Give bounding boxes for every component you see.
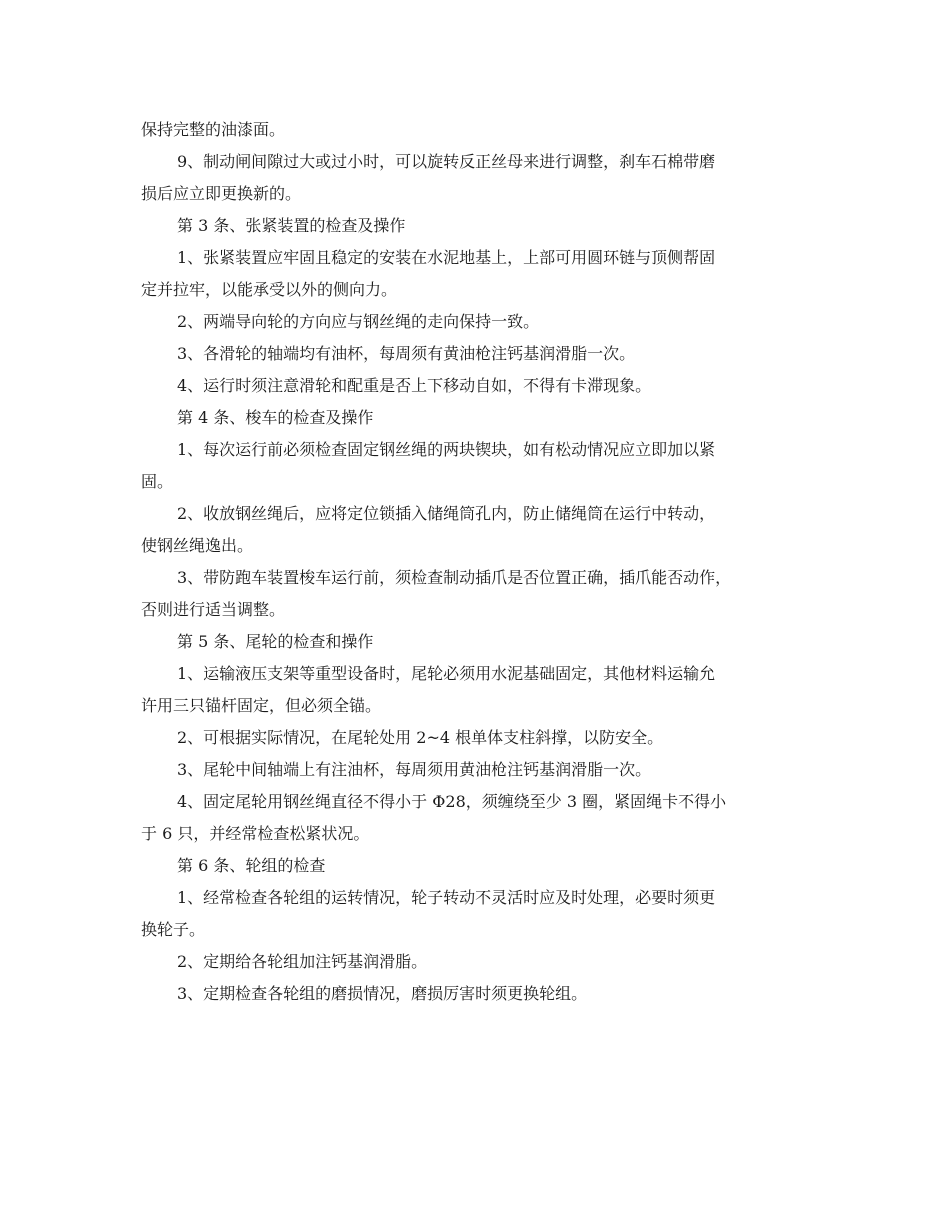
- text-line: 2、可根据实际情况，在尾轮处用 2~4 根单体支柱斜撑，以防安全。: [177, 728, 664, 747]
- text-line: 于 6 只，并经常检查松紧状况。: [141, 824, 370, 843]
- text-line: 4、运行时须注意滑轮和配重是否上下移动自如，不得有卡滞现象。: [177, 376, 652, 395]
- text-line: 2、两端导向轮的方向应与钢丝绳的走向保持一致。: [177, 312, 540, 331]
- text-line: 1、运输液压支架等重型设备时，尾轮必须用水泥基础固定，其他材料运输允: [177, 664, 716, 683]
- text-line: 定并拉牢，以能承受以外的侧向力。: [141, 280, 398, 299]
- text-line: 3、带防跑车装置梭车运行前，须检查制动插爪是否位置正确，插爪能否动作，: [177, 568, 732, 587]
- text-line: 2、收放钢丝绳后，应将定位锁插入储绳筒孔内，防止储绳筒在运行中转动，: [177, 504, 716, 523]
- text-line: 9、制动闸间隙过大或过小时，可以旋转反正丝母来进行调整，刹车石棉带磨: [177, 152, 716, 171]
- text-line: 1、每次运行前必须检查固定钢丝绳的两块锲块，如有松动情况应立即加以紧: [177, 440, 716, 459]
- section-heading: 第 6 条、轮组的检查: [177, 856, 326, 875]
- text-line: 许用三只锚杆固定，但必须全锚。: [141, 696, 382, 715]
- text-line: 保持完整的油漆面。: [141, 120, 286, 139]
- text-line: 4、固定尾轮用钢丝绳直径不得小于 Φ28，须缠绕至少 3 圈，紧固绳卡不得小: [177, 792, 727, 811]
- text-line: 3、尾轮中间轴端上有注油杯，每周须用黄油枪注钙基润滑脂一次。: [177, 760, 652, 779]
- section-heading: 第 3 条、张紧装置的检查及操作: [177, 216, 406, 235]
- text-line: 换轮子。: [141, 920, 206, 939]
- text-line: 3、各滑轮的轴端均有油杯，每周须有黄油枪注钙基润滑脂一次。: [177, 344, 636, 363]
- text-line: 2、定期给各轮组加注钙基润滑脂。: [177, 952, 428, 971]
- text-line: 3、定期检查各轮组的磨损情况，磨损厉害时须更换轮组。: [177, 984, 588, 1003]
- section-heading: 第 4 条、梭车的检查及操作: [177, 408, 374, 427]
- document-body: [141, 114, 813, 1010]
- section-heading: 第 5 条、尾轮的检查和操作: [177, 632, 374, 651]
- text-line: 1、张紧装置应牢固且稳定的安装在水泥地基上，上部可用圆环链与顶侧帮固: [177, 248, 716, 267]
- text-line: 1、经常检查各轮组的运转情况，轮子转动不灵活时应及时处理，必要时须更: [177, 888, 716, 907]
- text-line: 使钢丝绳逸出。: [141, 536, 254, 555]
- text-line: 固。: [141, 472, 174, 491]
- text-line: 损后应立即更换新的。: [141, 184, 302, 203]
- text-line: 否则进行适当调整。: [141, 600, 286, 619]
